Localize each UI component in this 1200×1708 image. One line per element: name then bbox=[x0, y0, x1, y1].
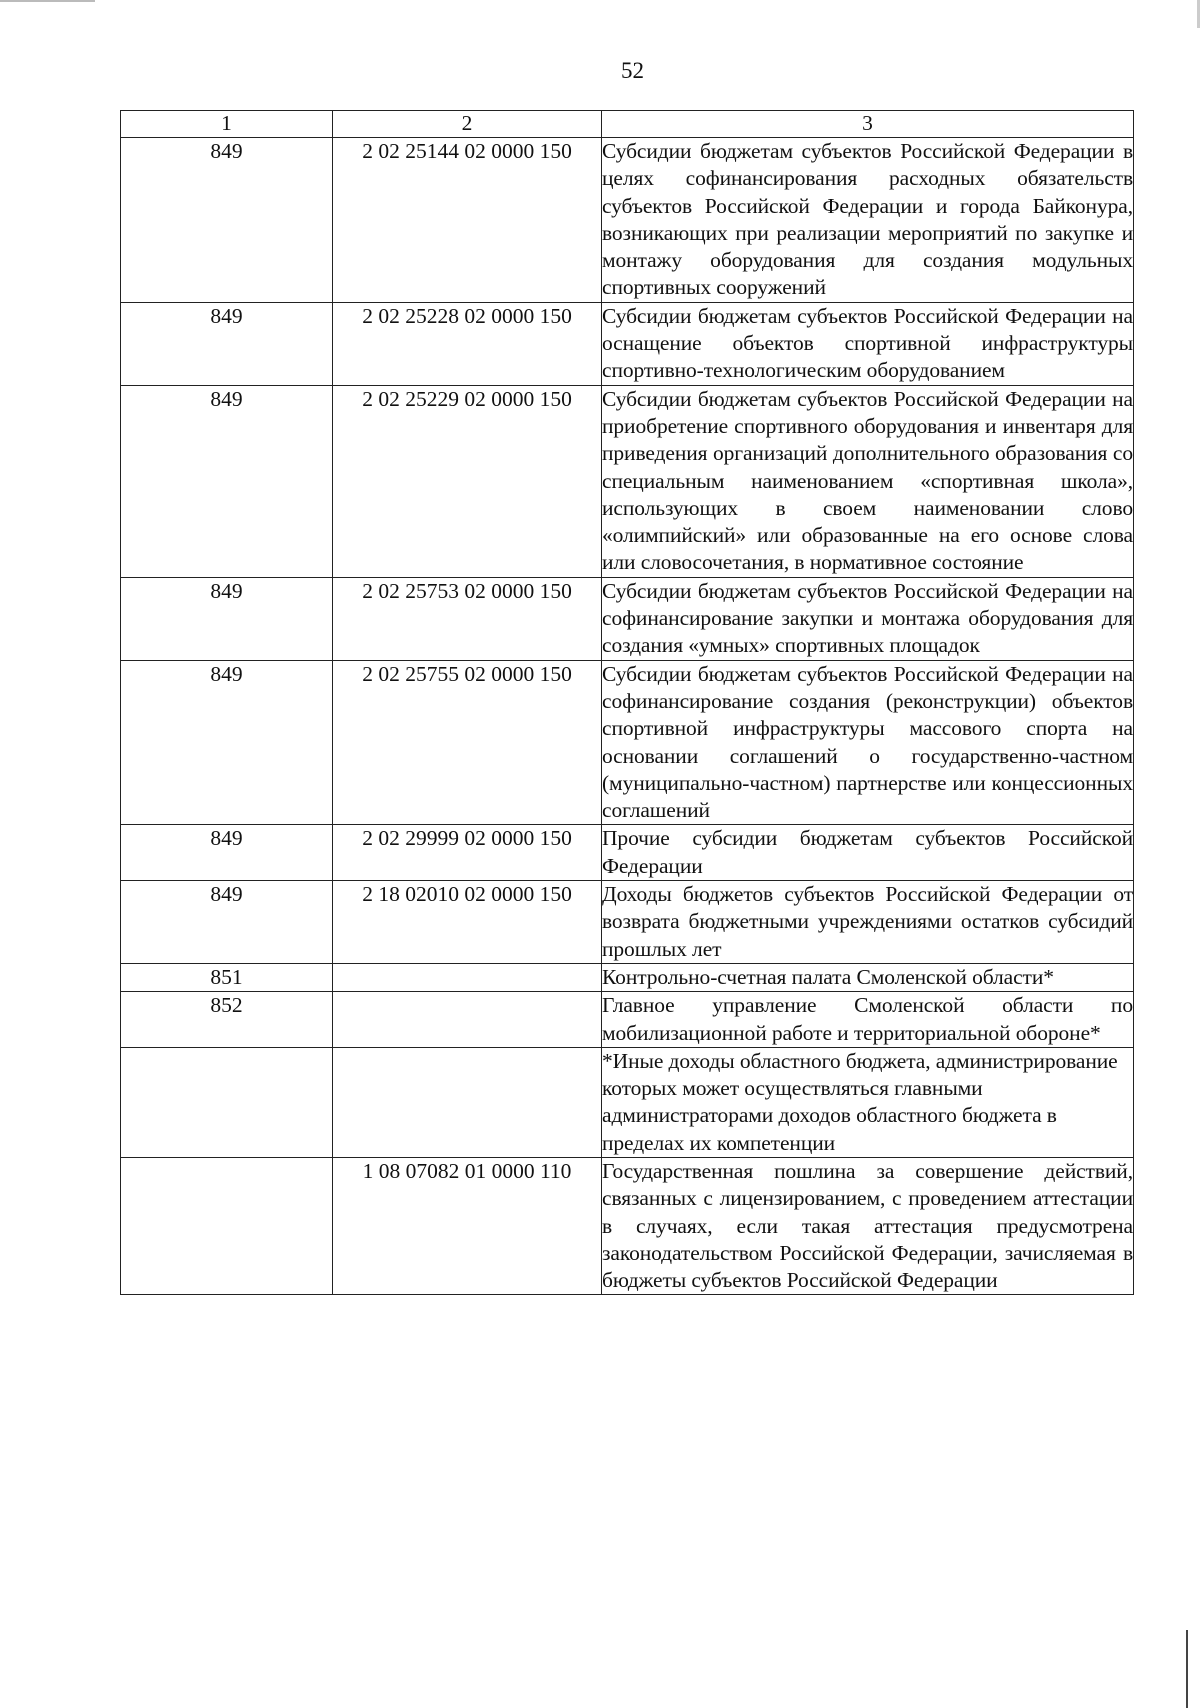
administrator-code-cell: 849 bbox=[121, 660, 333, 825]
table-header-row bbox=[121, 111, 1134, 138]
administrator-code-cell: 849 bbox=[121, 385, 333, 577]
administrator-code-cell: 849 bbox=[121, 302, 333, 385]
administrator-code-cell: 849 bbox=[121, 138, 333, 303]
revenue-code-cell bbox=[333, 992, 602, 1048]
footnote-cell: *Иные доходы областного бюджета, администрирование которых может осуществляться главными администраторами доходов областного бюджета в пределах их компетенции bbox=[602, 1047, 1134, 1157]
column-header-2: 2 bbox=[333, 111, 602, 138]
revenue-description-cell: Субсидии бюджетам субъектов Российской Федерации на оснащение объектов спортивной инфраструктуры спортивно-технологическим оборудованием bbox=[602, 302, 1134, 385]
administrator-code-cell: 849 bbox=[121, 577, 333, 660]
revenue-code-cell: 2 18 02010 02 0000 150 bbox=[333, 881, 602, 964]
revenue-code-cell: 2 02 25753 02 0000 150 bbox=[333, 577, 602, 660]
revenue-code-cell: 2 02 25144 02 0000 150 bbox=[333, 138, 602, 303]
revenue-description-cell: Субсидии бюджетам субъектов Российской Федерации на софинансирование закупки и монтажа оборудования для создания «умных» спортивных площадок bbox=[602, 577, 1134, 660]
table-row bbox=[121, 881, 1134, 964]
table-row bbox=[121, 385, 1134, 577]
column-header-3: 3 bbox=[602, 111, 1134, 138]
page-number: 52 bbox=[621, 58, 644, 83]
administrator-code-cell bbox=[121, 1157, 333, 1294]
table-row bbox=[121, 660, 1134, 825]
table-row bbox=[121, 992, 1134, 1048]
table-row bbox=[121, 302, 1134, 385]
revenue-description-cell: Субсидии бюджетам субъектов Российской Федерации на приобретение спортивного оборудования и инвентаря для приведения организаций дополнительного образования со специальным наименованием «спортивная школа», использующих в своем наименовании слово «олимпийский» или образованные на его основе слова или словосочетания, в нормативное состояние bbox=[602, 385, 1134, 577]
table-row bbox=[121, 138, 1134, 303]
table-row bbox=[121, 963, 1134, 991]
column-header-1: 1 bbox=[121, 111, 333, 138]
scan-edge-line bbox=[1186, 1630, 1188, 1708]
table-row bbox=[121, 577, 1134, 660]
revenue-description-cell: Доходы бюджетов субъектов Российской Федерации от возврата бюджетными учреждениями остатков субсидий прошлых лет bbox=[602, 881, 1134, 964]
revenue-code-cell: 2 02 25228 02 0000 150 bbox=[333, 302, 602, 385]
table-row bbox=[121, 1047, 1134, 1157]
table-row bbox=[121, 1157, 1134, 1294]
revenue-code-cell: 1 08 07082 01 0000 110 bbox=[333, 1157, 602, 1294]
revenue-code-cell bbox=[333, 1047, 602, 1157]
administrator-name-cell: Главное управление Смоленской области по мобилизационной работе и территориальной обороне* bbox=[602, 992, 1134, 1048]
revenue-code-cell: 2 02 25229 02 0000 150 bbox=[333, 385, 602, 577]
revenue-description-cell: Прочие субсидии бюджетам субъектов Российской Федерации bbox=[602, 825, 1134, 881]
scan-edge-mark bbox=[0, 0, 95, 2]
administrator-code-cell: 851 bbox=[121, 963, 333, 991]
administrator-code-cell: 849 bbox=[121, 881, 333, 964]
table-row bbox=[121, 825, 1134, 881]
revenue-description-cell: Субсидии бюджетам субъектов Российской Федерации в целях софинансирования расходных обязательств субъектов Российской Федерации и города Байконура, возникающих при реализации мероприятий по закупке и монтажу оборудования для создания модульных спортивных сооружений bbox=[602, 138, 1134, 303]
administrator-code-cell: 852 bbox=[121, 992, 333, 1048]
revenue-description-cell: Субсидии бюджетам субъектов Российской Федерации на софинансирование создания (реконструкции) объектов спортивной инфраструктуры массового спорта на основании соглашений о государственно-частном (муниципально-частном) партнерстве или концессионных соглашений bbox=[602, 660, 1134, 825]
administrator-code-cell: 849 bbox=[121, 825, 333, 881]
revenue-codes-table bbox=[120, 110, 1134, 1295]
administrator-code-cell bbox=[121, 1047, 333, 1157]
revenue-code-cell: 2 02 29999 02 0000 150 bbox=[333, 825, 602, 881]
revenue-code-cell: 2 02 25755 02 0000 150 bbox=[333, 660, 602, 825]
revenue-code-cell bbox=[333, 963, 602, 991]
revenue-description-cell: Государственная пошлина за совершение действий, связанных с лицензированием, с проведением аттестации в случаях, если такая аттестация предусмотрена законодательством Российской Федерации, зачисляемая в бюджеты субъектов Российской Федерации bbox=[602, 1157, 1134, 1294]
administrator-name-cell: Контрольно-счетная палата Смоленской области* bbox=[602, 963, 1134, 991]
